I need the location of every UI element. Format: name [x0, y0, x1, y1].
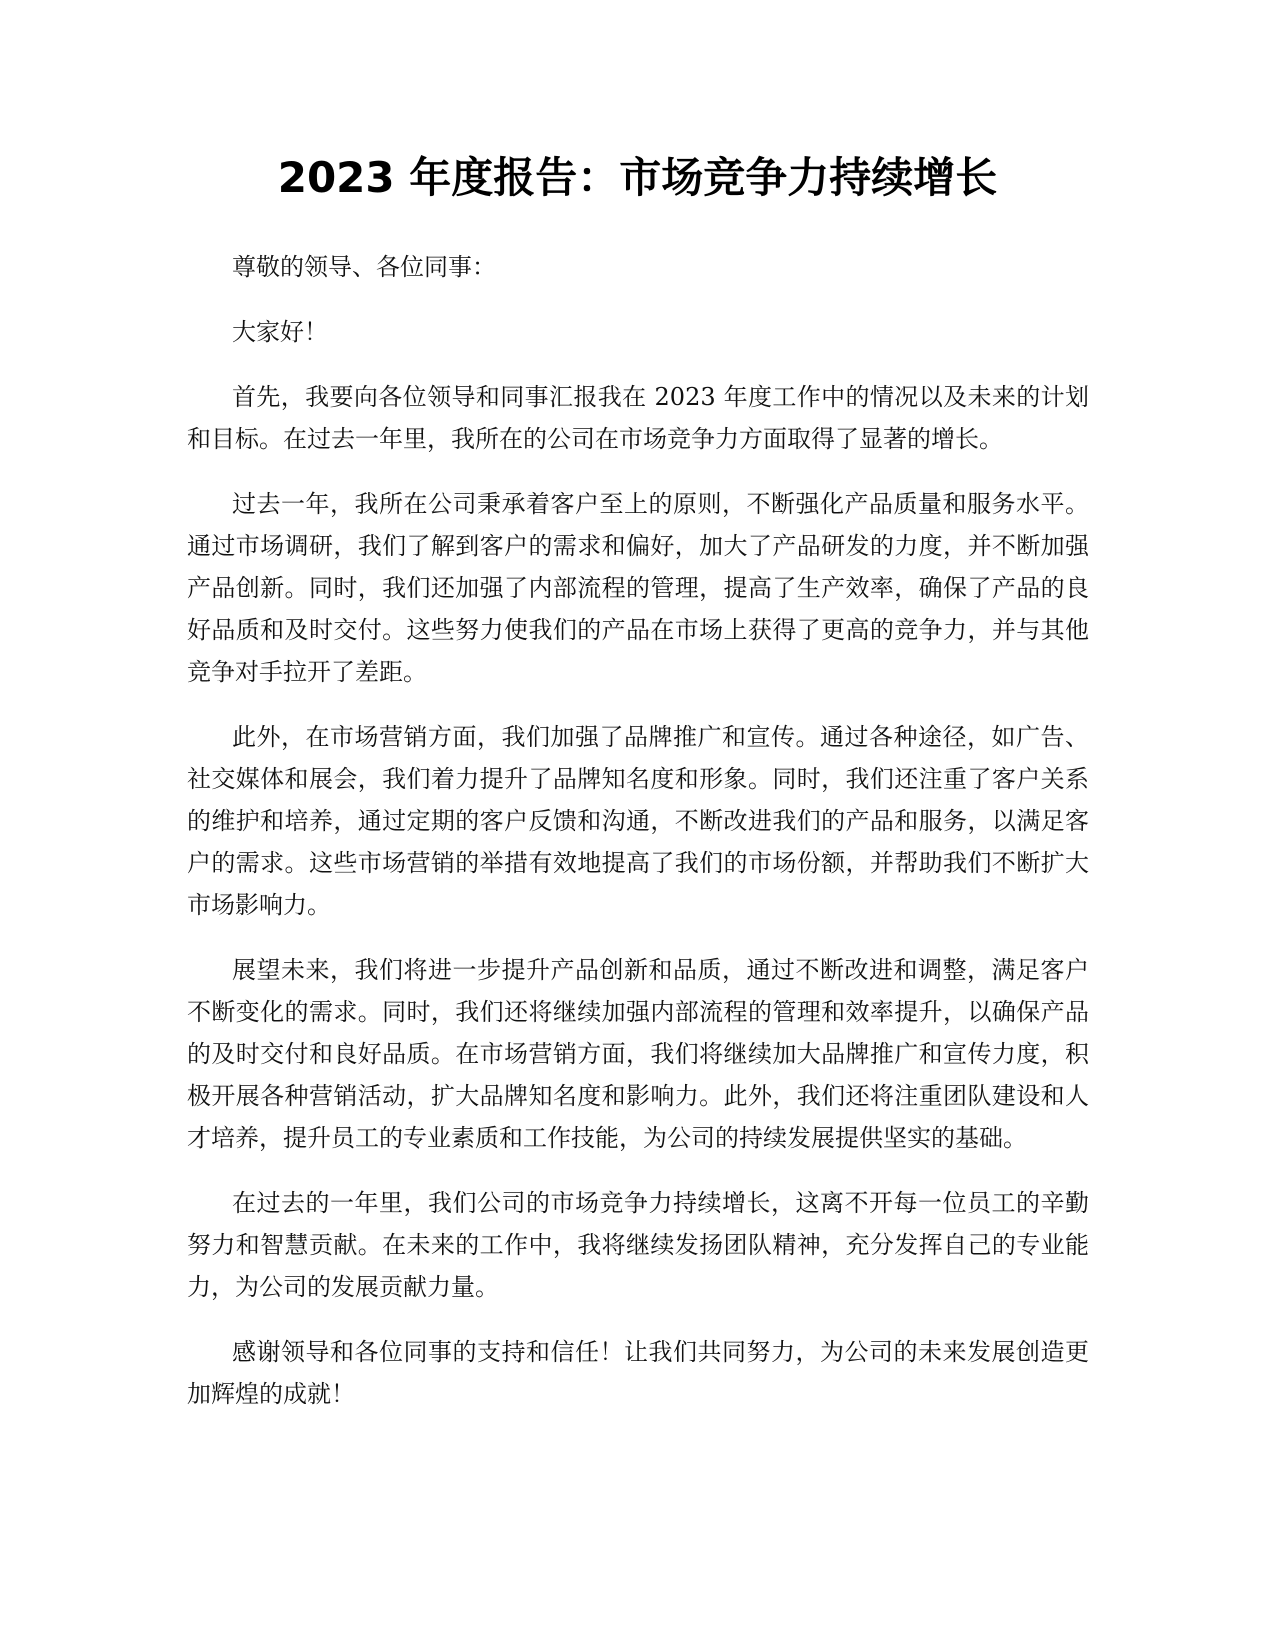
paragraph-team-contribution: 在过去的一年里，我们公司的市场竞争力持续增长，这离不开每一位员工的辛勤努力和智慧贡献。在未来的工作中，我将继续发扬团队精神，充分发挥自己的专业能力，为公司的发展贡献力量。	[187, 1189, 1089, 1301]
paragraph-closing: 感谢领导和各位同事的支持和信任！让我们共同努力，为公司的未来发展创造更加辉煌的成就！	[187, 1338, 1089, 1408]
paragraph-product-quality: 过去一年，我所在公司秉承着客户至上的原则，不断强化产品质量和服务水平。通过市场调研，我们了解到客户的需求和偏好，加大了产品研发的力度，并不断加强产品创新。同时，我们还加强了内部流程的管理，提高了生产效率，确保了产品的良好品质和及时交付。这些努力使我们的产品在市场上获得了更高的竞争力，并与其他竞争对手拉开了差距。	[187, 490, 1089, 686]
document-body	[187, 246, 1089, 1438]
paragraph-greeting: 大家好！	[232, 318, 328, 346]
paragraph-marketing: 此外，在市场营销方面，我们加强了品牌推广和宣传。通过各种途径，如广告、社交媒体和展会，我们着力提升了品牌知名度和形象。同时，我们还注重了客户关系的维护和培养，通过定期的客户反馈和沟通，不断改进我们的产品和服务，以满足客户的需求。这些市场营销的举措有效地提高了我们的市场份额，并帮助我们不断扩大市场影响力。	[187, 723, 1089, 919]
paragraph-salutation: 尊敬的领导、各位同事：	[232, 253, 496, 281]
paragraph-introduction: 首先，我要向各位领导和同事汇报我在 2023 年度工作中的情况以及未来的计划和目标。在过去一年里，我所在的公司在市场竞争力方面取得了显著的增长。	[187, 383, 1089, 453]
paragraph-outlook: 展望未来，我们将进一步提升产品创新和品质，通过不断改进和调整，满足客户不断变化的需求。同时，我们还将继续加强内部流程的管理和效率提升，以确保产品的及时交付和良好品质。在市场营销方面，我们将继续加大品牌推广和宣传力度，积极开展各种营销活动，扩大品牌知名度和影响力。此外，我们还将注重团队建设和人才培养，提升员工的专业素质和工作技能，为公司的持续发展提供坚实的基础。	[187, 956, 1089, 1152]
document-title: 2023 年度报告：市场竞争力持续增长	[277, 153, 998, 202]
